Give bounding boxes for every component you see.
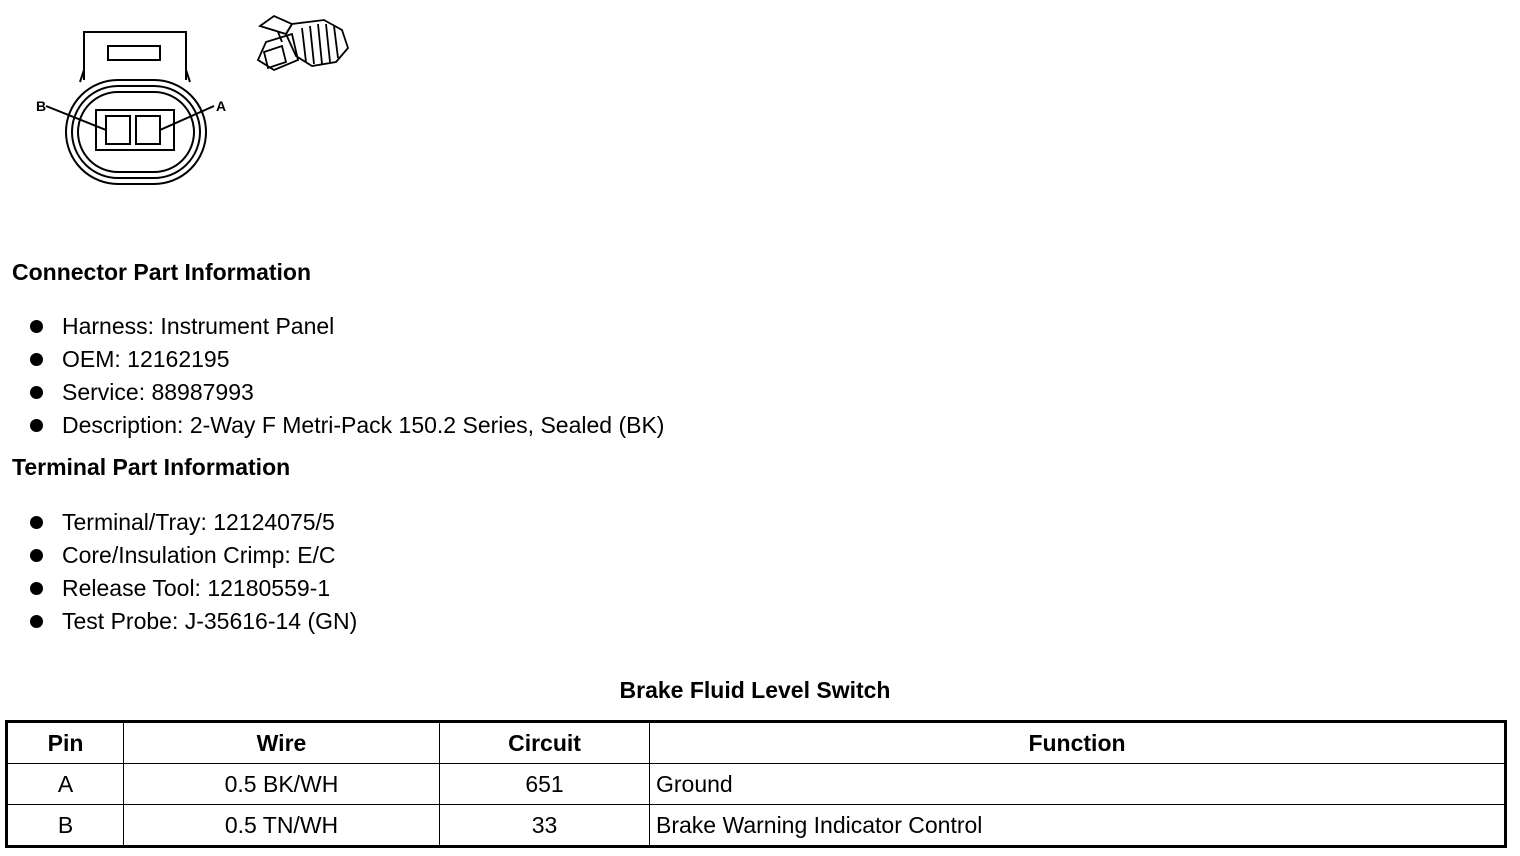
list-item: Release Tool: 12180559-1 [28,572,357,605]
cell-circuit: 651 [440,764,650,805]
list-item: Test Probe: J-35616-14 (GN) [28,605,357,638]
pin-table-title: Brake Fluid Level Switch [619,677,891,703]
bullet-icon [30,320,43,333]
connector-face-diagram [36,10,236,190]
list-item: Terminal/Tray: 12124075/5 [28,506,357,539]
pin-label-b: B [36,98,47,114]
connector-info-heading: Connector Part Information [12,259,312,285]
list-item: Description: 2-Way F Metri-Pack 150.2 Series, Sealed (BK) [28,409,664,442]
pin-label-a: A [216,98,227,114]
header-function: Function [650,722,1506,764]
bullet-icon [30,386,43,399]
list-item: Harness: Instrument Panel [28,310,664,343]
cell-circuit: 33 [440,805,650,847]
cell-pin: B [7,805,124,847]
pin-table [5,720,1507,848]
bullet-icon [30,582,43,595]
cell-function: Brake Warning Indicator Control [650,805,1506,847]
cell-function: Ground [650,764,1506,805]
table-header-row [7,722,1506,764]
connector-info-list [28,310,664,442]
list-item: OEM: 12162195 [28,343,664,376]
cell-wire: 0.5 TN/WH [124,805,440,847]
table-row [7,805,1506,847]
terminal-info-list [28,506,357,638]
terminal-info-heading: Terminal Part Information [12,454,291,480]
header-wire: Wire [124,722,440,764]
header-pin: Pin [7,722,124,764]
cell-wire: 0.5 BK/WH [124,764,440,805]
bullet-icon [30,549,43,562]
cell-pin: A [7,764,124,805]
bullet-icon [30,353,43,366]
header-circuit: Circuit [440,722,650,764]
list-item: Service: 88987993 [28,376,664,409]
bullet-icon [30,419,43,432]
bullet-icon [30,615,43,628]
list-item: Core/Insulation Crimp: E/C [28,539,357,572]
bullet-icon [30,516,43,529]
table-row [7,764,1506,805]
connector-3d-illustration [252,12,357,82]
